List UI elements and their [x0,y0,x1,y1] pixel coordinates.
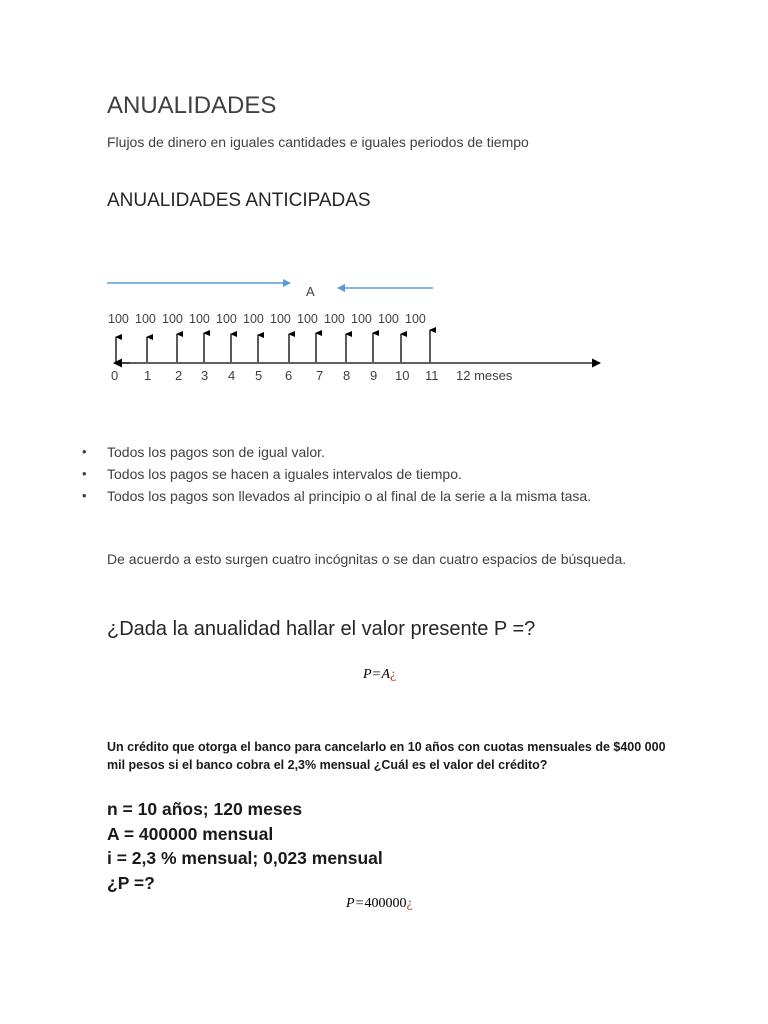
formula-rhs: A [381,667,391,682]
formula-equals: = [355,896,364,911]
bullet-item: • Todos los pagos se hacen a iguales intervalos de tiempo. [82,463,591,485]
period-label: 5 [255,368,263,383]
formula-present-value [363,667,396,683]
annuity-label: A [306,284,315,299]
given-item: ¿P =? [107,872,155,893]
page-title: ANUALIDADES [107,92,277,119]
period-label: 3 [201,368,209,383]
question-heading: ¿Dada la anualidad hallar el valor presente P =? [107,618,536,640]
payment-label: 100 [162,312,183,326]
payment-label: 100 [351,312,372,326]
given-item: A = 400000 mensual [107,823,274,844]
period-label: 6 [285,368,293,383]
payment-label: 100 [108,312,129,326]
formula-credit-value [346,896,413,912]
section-heading: ANUALIDADES ANTICIPADAS [107,190,371,211]
payment-label: 100 [270,312,291,326]
period-label: 8 [343,368,351,383]
formula-glyph: ¿ [390,667,397,682]
formula-rhs: 400000 [364,896,407,911]
payment-label: 100 [324,312,345,326]
payment-label: 100 [243,312,264,326]
formula-glyph: ¿ [406,896,413,911]
formula-lhs: P [346,896,355,911]
bullet-item: • Todos los pagos son de igual valor. [82,441,591,463]
period-label: 2 [175,368,183,383]
period-label: 10 [395,368,410,383]
payment-label: 100 [189,312,210,326]
bullet-list [82,441,591,507]
formula-lhs: P [363,667,372,682]
payment-label: 100 [405,312,426,326]
given-item: i = 2,3 % mensual; 0,023 mensual [107,848,383,868]
payment-label: 100 [378,312,399,326]
cash-flow-timeline [0,270,768,390]
period-label: 1 [144,368,152,383]
bullet-item: • Todos los pagos son llevados al principio o al final de la serie a la misma tasa. [82,485,591,507]
formula-equals: = [372,667,381,682]
period-label: 0 [111,368,119,383]
period-label: 4 [228,368,236,383]
payment-label: 100 [135,312,156,326]
given-item: n = 10 años; 120 meses [107,799,303,819]
payment-label: 100 [216,312,237,326]
end-label: 12 meses [456,368,513,383]
period-label: 9 [370,368,378,383]
given-values [107,797,383,895]
period-label: 7 [316,368,324,383]
subtitle: Flujos de dinero en iguales cantidades e iguales periodos de tiempo [107,134,529,150]
paragraph: De acuerdo a esto surgen cuatro incógnitas o se dan cuatro espacios de búsqueda. [107,551,627,567]
problem-statement: Un crédito que otorga el banco para cancelarlo en 10 años con cuotas mensuales de $400 000 mil pesos si el banco cobra el 2,3% mensual ¿Cuál es el valor del crédito? [107,740,666,772]
payment-label: 100 [297,312,318,326]
period-label: 11 [425,368,439,383]
